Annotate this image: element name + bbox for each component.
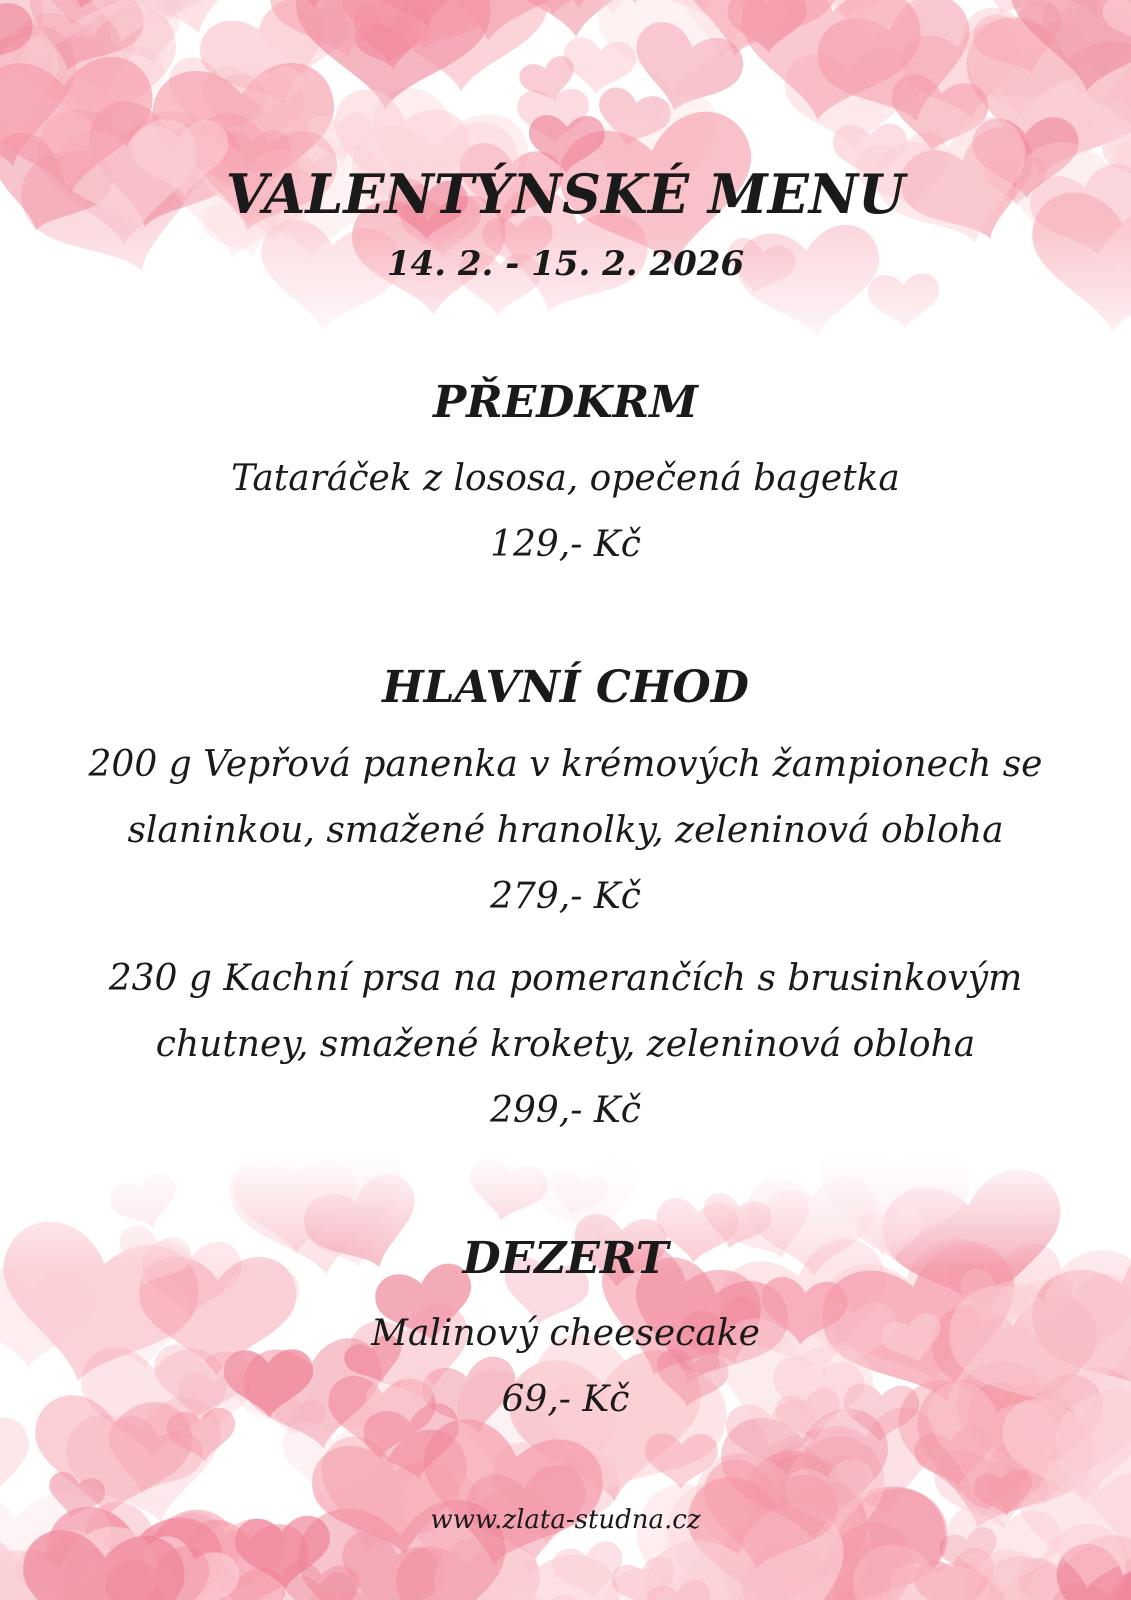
dessert-heading: DEZERT [462, 1233, 669, 1284]
website-link[interactable]: www.zlata-studna.cz [430, 1505, 701, 1535]
starter-price: 129,- Kč [490, 524, 641, 565]
menu-date: 14. 2. - 15. 2. 2026 [386, 244, 745, 284]
main-dish-1-price: 279,- Kč [490, 876, 641, 917]
main-dish-2-line-1: 230 g Kachní prsa na pomerančích s brusinkovým [108, 958, 1023, 999]
starter-item: Tataráček z lososa, opečená bagetka [231, 458, 900, 499]
main-dish-2-price: 299,- Kč [490, 1090, 641, 1131]
menu-title: VALENTÝNSKÉ MENU [225, 162, 906, 226]
main-dish-2-line-2: chutney, smažené krokety, zeleninová obloha [155, 1024, 976, 1065]
dessert-item: Malinový cheesecake [371, 1313, 760, 1354]
main-heading: HLAVNÍ CHOD [382, 662, 749, 713]
main-dish-1-line-2: slaninkou, smažené hranolky, zeleninová obloha [127, 810, 1004, 851]
main-dish-1-line-1: 200 g Vepřová panenka v krémových žampionech se [88, 744, 1043, 785]
dessert-price: 69,- Kč [501, 1379, 630, 1420]
starter-heading: PŘEDKRM [433, 377, 698, 428]
